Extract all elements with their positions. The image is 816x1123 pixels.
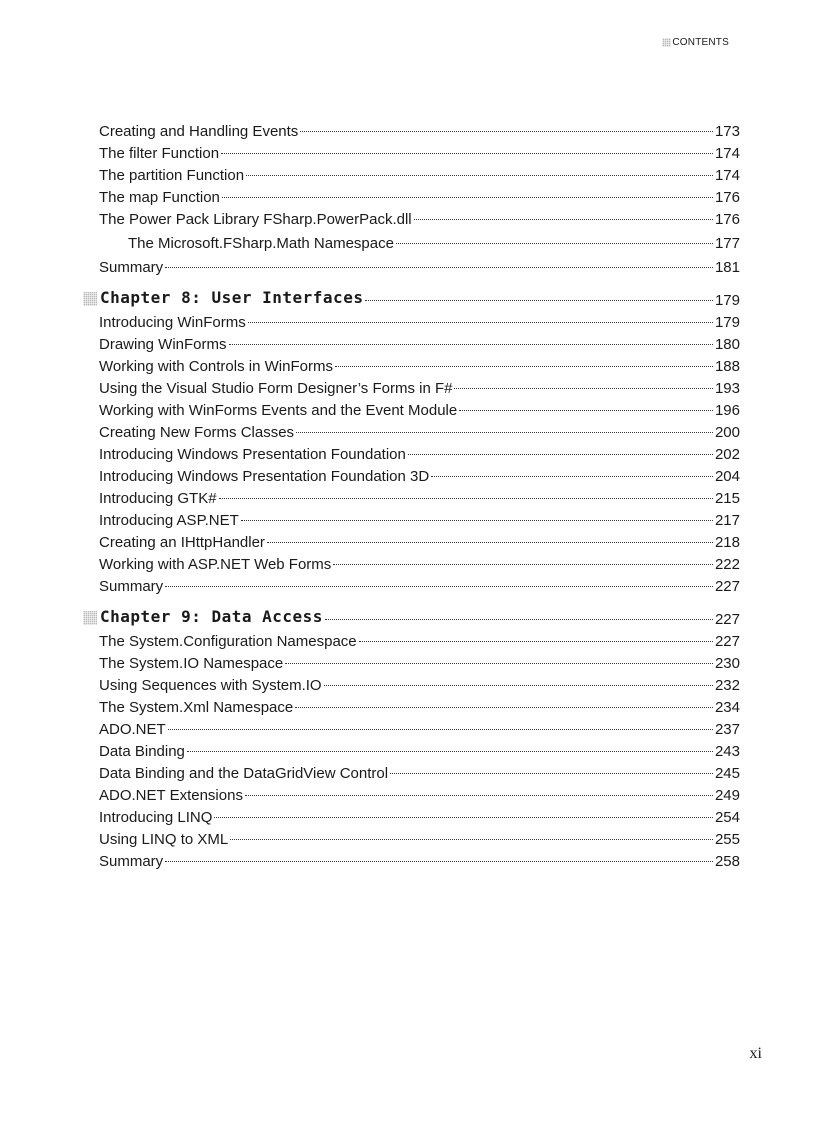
toc-entry[interactable] (83, 400, 740, 422)
toc-entry[interactable] (83, 165, 740, 187)
dot-leader (325, 619, 713, 620)
dot-leader (296, 432, 713, 433)
toc-entry-title: The System.IO Namespace (99, 655, 284, 672)
toc-entry-title: Creating and Handling Events (99, 123, 299, 140)
toc-entry-title: Using LINQ to XML (99, 831, 229, 848)
dot-leader (222, 197, 713, 198)
dot-leader (396, 243, 713, 244)
toc-entry-title: The map Function (99, 189, 220, 206)
toc-entry[interactable] (83, 356, 740, 378)
toc-entry-page-number: 179 (714, 314, 740, 331)
toc-entry[interactable] (83, 763, 740, 785)
toc-entry-title: The partition Function (99, 167, 245, 184)
dot-leader (248, 322, 713, 323)
toc-entry[interactable] (83, 510, 740, 532)
toc-entry-page-number: 200 (714, 424, 740, 441)
dot-leader (359, 641, 713, 642)
dot-leader (165, 861, 713, 862)
toc-entry-page-number: 174 (714, 167, 740, 184)
toc-entry-page-number: 227 (714, 578, 740, 595)
square-bullet-icon (662, 38, 671, 47)
dot-leader (229, 344, 713, 345)
running-header (662, 37, 729, 48)
toc-entry-title: Data Binding (99, 743, 185, 760)
toc-entry[interactable] (83, 312, 740, 334)
toc-entry-title: Introducing ASP.NET (99, 512, 239, 529)
toc-entry-title: Introducing Windows Presentation Foundation (99, 446, 406, 463)
toc-entry[interactable] (83, 209, 740, 231)
toc-entry-title: ADO.NET Extensions (99, 787, 243, 804)
dot-leader (267, 542, 713, 543)
table-of-contents (83, 121, 740, 873)
toc-entry-title: Drawing WinForms (99, 336, 227, 353)
chapter-page-number: 179 (714, 292, 740, 309)
toc-entry-title: The System.Xml Namespace (99, 699, 294, 716)
toc-entry-page-number: 227 (714, 633, 740, 650)
dot-leader (414, 219, 713, 220)
toc-entry-page-number: 217 (714, 512, 740, 529)
toc-section (83, 121, 740, 279)
toc-entry-title: Introducing WinForms (99, 314, 246, 331)
dot-leader (230, 839, 713, 840)
toc-entry-page-number: 188 (714, 358, 740, 375)
toc-entry[interactable] (83, 466, 740, 488)
toc-entry[interactable] (83, 576, 740, 598)
toc-entry[interactable] (83, 257, 740, 279)
toc-entry-page-number: 222 (714, 556, 740, 573)
dot-leader (221, 153, 713, 154)
dot-leader (324, 685, 713, 686)
dot-leader (390, 773, 713, 774)
toc-entry-page-number: 254 (714, 809, 740, 826)
toc-entry[interactable] (83, 719, 740, 741)
toc-entry-page-number: 173 (714, 123, 740, 140)
dot-leader (365, 300, 713, 301)
dot-leader (300, 131, 713, 132)
chapter-title-text: Chapter 8: User Interfaces (100, 288, 364, 307)
toc-entry-title: The System.Configuration Namespace (99, 633, 357, 650)
toc-entry-title: Using the Visual Studio Form Designer’s Forms in F# (99, 380, 453, 397)
toc-entry-title: Summary (99, 853, 164, 870)
chapter-title (83, 287, 363, 309)
chapter-page-number: 227 (714, 611, 740, 628)
square-bullet-icon (83, 611, 97, 625)
chapter-title-text: Chapter 9: Data Access (100, 607, 323, 626)
page-number: xi (749, 1045, 762, 1062)
toc-entry-page-number: 196 (714, 402, 740, 419)
toc-entry-title: Using Sequences with System.IO (99, 677, 322, 694)
toc-entry-title: Introducing LINQ (99, 809, 213, 826)
dot-leader (295, 707, 713, 708)
toc-entry-page-number: 181 (714, 259, 740, 276)
toc-entry-page-number: 232 (714, 677, 740, 694)
toc-entry[interactable] (83, 741, 740, 763)
toc-entry-page-number: 176 (714, 189, 740, 206)
toc-entry-page-number: 204 (714, 468, 740, 485)
chapter-heading[interactable] (83, 606, 740, 628)
dot-leader (168, 729, 713, 730)
dot-leader (165, 267, 713, 268)
toc-entry-title: The Power Pack Library FSharp.PowerPack.dll (99, 211, 412, 228)
toc-entry[interactable] (83, 532, 740, 554)
toc-entry[interactable] (83, 121, 740, 143)
square-bullet-icon (83, 292, 97, 306)
dot-leader (245, 795, 713, 796)
toc-entry-page-number: 243 (714, 743, 740, 760)
dot-leader (285, 663, 713, 664)
toc-entry-page-number: 234 (714, 699, 740, 716)
toc-entry-title: The filter Function (99, 145, 220, 162)
toc-entry-title: Introducing Windows Presentation Foundation 3D (99, 468, 430, 485)
toc-entry-title: Data Binding and the DataGridView Control (99, 765, 389, 782)
toc-entry-page-number: 202 (714, 446, 740, 463)
toc-entry-title: Working with Controls in WinForms (99, 358, 333, 375)
dot-leader (214, 817, 713, 818)
toc-entry-page-number: 258 (714, 853, 740, 870)
toc-entry[interactable] (83, 829, 740, 851)
toc-entry-page-number: 218 (714, 534, 740, 551)
chapter-title (83, 606, 323, 628)
toc-entry[interactable] (83, 631, 740, 653)
toc-entry[interactable] (83, 187, 740, 209)
toc-entry-title: Creating an IHttpHandler (99, 534, 265, 551)
toc-entry-title: Introducing GTK# (99, 490, 217, 507)
toc-entry-page-number: 255 (714, 831, 740, 848)
toc-section (83, 606, 740, 873)
toc-entry[interactable] (83, 334, 740, 356)
toc-entry[interactable] (83, 143, 740, 165)
toc-entry-page-number: 193 (714, 380, 740, 397)
dot-leader (408, 454, 713, 455)
toc-entry[interactable] (83, 488, 740, 510)
toc-entry-title: ADO.NET (99, 721, 166, 738)
dot-leader (333, 564, 713, 565)
dot-leader (246, 175, 713, 176)
dot-leader (165, 586, 713, 587)
toc-entry[interactable] (83, 378, 740, 400)
toc-entry[interactable] (83, 653, 740, 675)
dot-leader (454, 388, 712, 389)
chapter-heading[interactable] (83, 287, 740, 309)
toc-entry[interactable] (83, 851, 740, 873)
toc-entry[interactable] (83, 675, 740, 697)
toc-entry-page-number: 180 (714, 336, 740, 353)
toc-entry-title: Working with WinForms Events and the Event Module (99, 402, 458, 419)
dot-leader (241, 520, 713, 521)
dot-leader (431, 476, 713, 477)
toc-entry[interactable] (83, 554, 740, 576)
toc-entry[interactable] (83, 231, 740, 257)
toc-entry[interactable] (83, 807, 740, 829)
toc-entry[interactable] (83, 422, 740, 444)
dot-leader (459, 410, 713, 411)
toc-entry-page-number: 176 (714, 211, 740, 228)
toc-entry[interactable] (83, 444, 740, 466)
dot-leader (335, 366, 713, 367)
toc-entry-page-number: 237 (714, 721, 740, 738)
toc-entry[interactable] (83, 785, 740, 807)
toc-entry-title: Summary (99, 578, 164, 595)
toc-entry-page-number: 249 (714, 787, 740, 804)
toc-entry-title: Working with ASP.NET Web Forms (99, 556, 332, 573)
toc-entry-title: The Microsoft.FSharp.Math Namespace (128, 235, 394, 252)
toc-entry-title: Creating New Forms Classes (99, 424, 295, 441)
toc-entry-title: Summary (99, 259, 164, 276)
toc-entry-page-number: 215 (714, 490, 740, 507)
toc-entry-page-number: 230 (714, 655, 740, 672)
running-header-label: CONTENTS (672, 37, 729, 48)
dot-leader (187, 751, 713, 752)
toc-entry[interactable] (83, 697, 740, 719)
toc-entry-page-number: 177 (714, 235, 740, 252)
toc-entry-page-number: 174 (714, 145, 740, 162)
toc-entry-page-number: 245 (714, 765, 740, 782)
dot-leader (219, 498, 713, 499)
toc-section (83, 287, 740, 598)
